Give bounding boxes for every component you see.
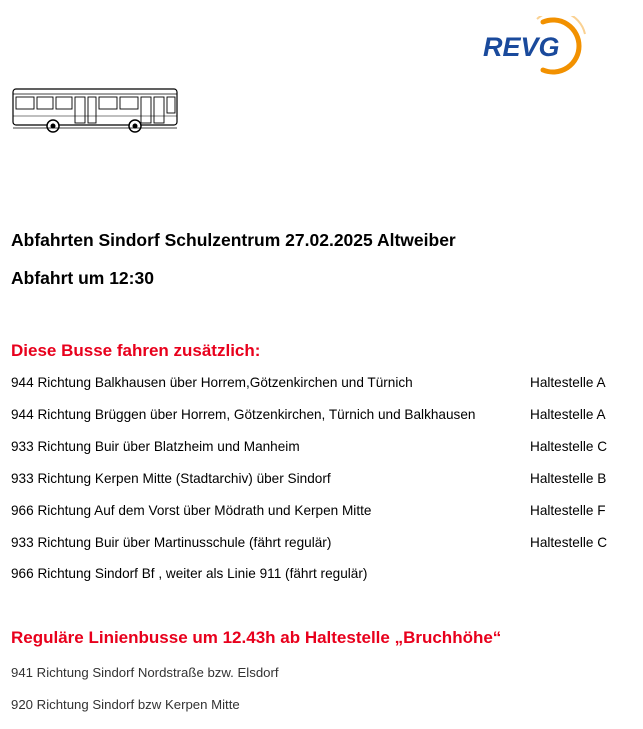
- regular-buses-heading: Reguläre Linienbusse um 12.43h ab Haltestelle „Bruchhöhe“: [11, 628, 502, 647]
- route-row: [11, 439, 616, 459]
- route-row: [11, 407, 616, 427]
- route-text: 944 Richtung Balkhausen über Horrem,Götzenkirchen und Türnich: [11, 375, 413, 390]
- route-text: 933 Richtung Buir über Blatzheim und Manheim: [11, 439, 300, 454]
- stop-label: Haltestelle A: [530, 407, 606, 422]
- regular-route: 941 Richtung Sindorf Nordstraße bzw. Elsdorf: [11, 665, 279, 680]
- page-title: Abfahrten Sindorf Schulzentrum 27.02.2025 Altweiber: [11, 230, 456, 250]
- stop-label: Haltestelle B: [530, 471, 607, 486]
- route-row: [11, 503, 616, 523]
- route-text: 933 Richtung Buir über Martinusschule (fährt regulär): [11, 535, 332, 550]
- route-row: [11, 471, 616, 491]
- route-row: [11, 566, 616, 586]
- revg-logo: [481, 16, 593, 76]
- bus-illustration: [11, 86, 181, 136]
- route-text: 944 Richtung Brüggen über Horrem, Götzenkirchen, Türnich und Balkhausen: [11, 407, 476, 422]
- revg-logo-graphic: [481, 16, 593, 76]
- stop-label: Haltestelle C: [530, 535, 608, 550]
- extra-buses-heading: Diese Busse fahren zusätzlich:: [11, 341, 261, 360]
- stop-label: Haltestelle A: [530, 375, 606, 390]
- regular-route: 920 Richtung Sindorf bzw Kerpen Mitte: [11, 697, 240, 712]
- route-text: 966 Richtung Sindorf Bf , weiter als Linie 911 (fährt regulär): [11, 566, 368, 581]
- bus-icon: [11, 86, 181, 136]
- stop-label: Haltestelle F: [530, 503, 606, 518]
- svg-text:REVG: REVG: [483, 32, 560, 62]
- route-text: 966 Richtung Auf dem Vorst über Mödrath und Kerpen Mitte: [11, 503, 372, 518]
- departure-time: Abfahrt um 12:30: [11, 268, 154, 288]
- stop-label: Haltestelle C: [530, 439, 608, 454]
- route-row: [11, 375, 616, 395]
- route-text: 933 Richtung Kerpen Mitte (Stadtarchiv) über Sindorf: [11, 471, 331, 486]
- route-row: [11, 535, 616, 555]
